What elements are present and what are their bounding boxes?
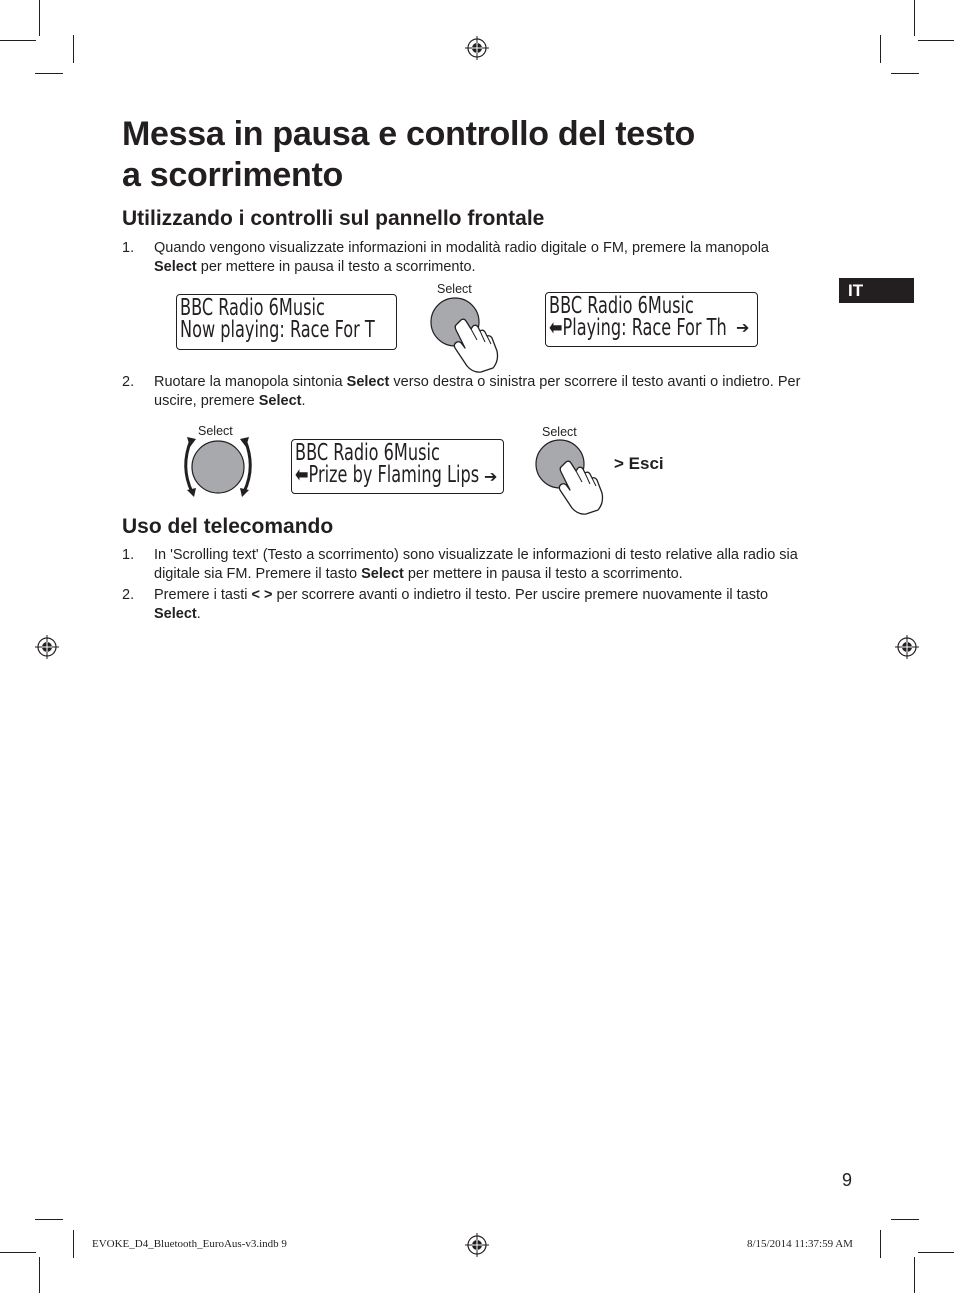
crop-mark — [39, 0, 40, 36]
crop-mark — [0, 1252, 36, 1253]
step-text — [154, 373, 814, 411]
section-heading: Uso del telecomando — [122, 515, 334, 538]
crop-mark — [880, 1230, 881, 1258]
crop-mark — [73, 1230, 74, 1258]
crop-mark — [39, 1257, 40, 1293]
text-run: Quando vengono visualizzate informazioni in modalità radio digitale o FM, premere la manopola — [154, 240, 769, 256]
lcd-display — [545, 292, 758, 347]
text-run: per mettere in pausa il testo a scorrimento. — [196, 259, 476, 275]
footer-filename: EVOKE_D4_Bluetooth_EuroAus-v3.indb 9 — [92, 1238, 287, 1250]
lcd-display — [176, 294, 397, 350]
lcd-line: BBC Radio 6Music — [549, 293, 694, 319]
list-item — [122, 586, 822, 626]
lcd-display — [291, 439, 504, 494]
page-title-line: a scorrimento — [122, 156, 343, 194]
text-run: Ruotare la manopola sintonia — [154, 374, 347, 390]
step-text — [154, 239, 814, 277]
step-number: 2. — [122, 374, 135, 390]
text-run-bold: Select — [258, 393, 302, 409]
lcd-line: BBC Radio 6Music — [295, 440, 440, 466]
crop-mark — [35, 73, 63, 74]
lcd-line-scroll — [295, 464, 500, 486]
text-run-bold: Select — [346, 374, 390, 390]
list-item — [122, 546, 822, 586]
step-number: 1. — [122, 547, 135, 563]
lcd-line: Now playing: Race For T — [180, 317, 375, 343]
text-run-bold: Select — [361, 566, 404, 582]
page-number: 9 — [842, 1170, 853, 1190]
text-run: . — [196, 606, 201, 622]
crop-mark — [0, 40, 36, 41]
list-item — [122, 239, 822, 279]
step-number: 1. — [122, 240, 135, 256]
select-label: Select — [542, 425, 577, 439]
crop-mark — [880, 35, 881, 63]
registration-mark-icon — [465, 36, 489, 60]
arrow-left-icon: ⬅ — [549, 315, 563, 341]
press-knob-icon — [425, 296, 505, 374]
crop-mark — [918, 40, 954, 41]
language-tab: IT — [839, 278, 914, 303]
text-run: per scorrere avanti o indietro il testo. Per uscire premere nuovamente il tasto — [272, 587, 769, 603]
arrow-right-icon: ➔ — [736, 320, 750, 337]
text-run: . — [301, 393, 306, 409]
lcd-line-text: Prize by Flaming Lips — [308, 462, 480, 488]
press-knob-icon — [530, 438, 610, 516]
crop-mark — [914, 1257, 915, 1293]
step-text — [154, 546, 814, 584]
footer-timestamp: 8/15/2014 11:37:59 AM — [747, 1238, 853, 1250]
text-run-bold: Select — [154, 606, 197, 622]
crop-mark — [35, 1219, 63, 1220]
lcd-line: BBC Radio 6Music — [180, 295, 325, 321]
crop-mark — [918, 1252, 954, 1253]
registration-mark-icon — [895, 635, 919, 659]
crop-mark — [891, 73, 919, 74]
text-run-bold: Select — [154, 259, 197, 275]
text-run: verso destra o sinistra per scorrere il testo avanti o indietro. Per uscire, premere — [154, 374, 801, 409]
text-run: per mettere in pausa il testo a scorrimento. — [403, 566, 683, 582]
select-label: Select — [437, 282, 472, 296]
text-run: Premere i tasti — [154, 587, 252, 603]
arrow-right-icon: ➔ — [484, 469, 498, 486]
lcd-line-scroll — [549, 317, 754, 339]
registration-mark-icon — [465, 1233, 489, 1257]
lcd-line-text: Playing: Race For Th — [562, 315, 727, 341]
arrow-left-icon: ⬅ — [295, 462, 309, 488]
crop-mark — [891, 1219, 919, 1220]
step-number: 2. — [122, 587, 135, 603]
list-item — [122, 373, 822, 413]
text-run-bold: < > — [251, 587, 273, 603]
exit-label: > Esci — [614, 454, 664, 473]
page-title — [122, 114, 822, 196]
section-heading: Utilizzando i controlli sul pannello frontale — [122, 207, 545, 230]
select-label: Select — [198, 424, 233, 438]
text-run: In 'Scrolling text' (Testo a scorrimento) sono visualizzate le informazioni di testo relative alla radio sia digitale sia FM. Premere il tasto — [154, 547, 798, 582]
registration-mark-icon — [35, 635, 59, 659]
rotate-knob-icon — [178, 436, 258, 498]
crop-mark — [914, 0, 915, 36]
crop-mark — [73, 35, 74, 63]
step-text — [154, 586, 814, 624]
page-title-line: Messa in pausa e controllo del testo — [122, 115, 696, 153]
